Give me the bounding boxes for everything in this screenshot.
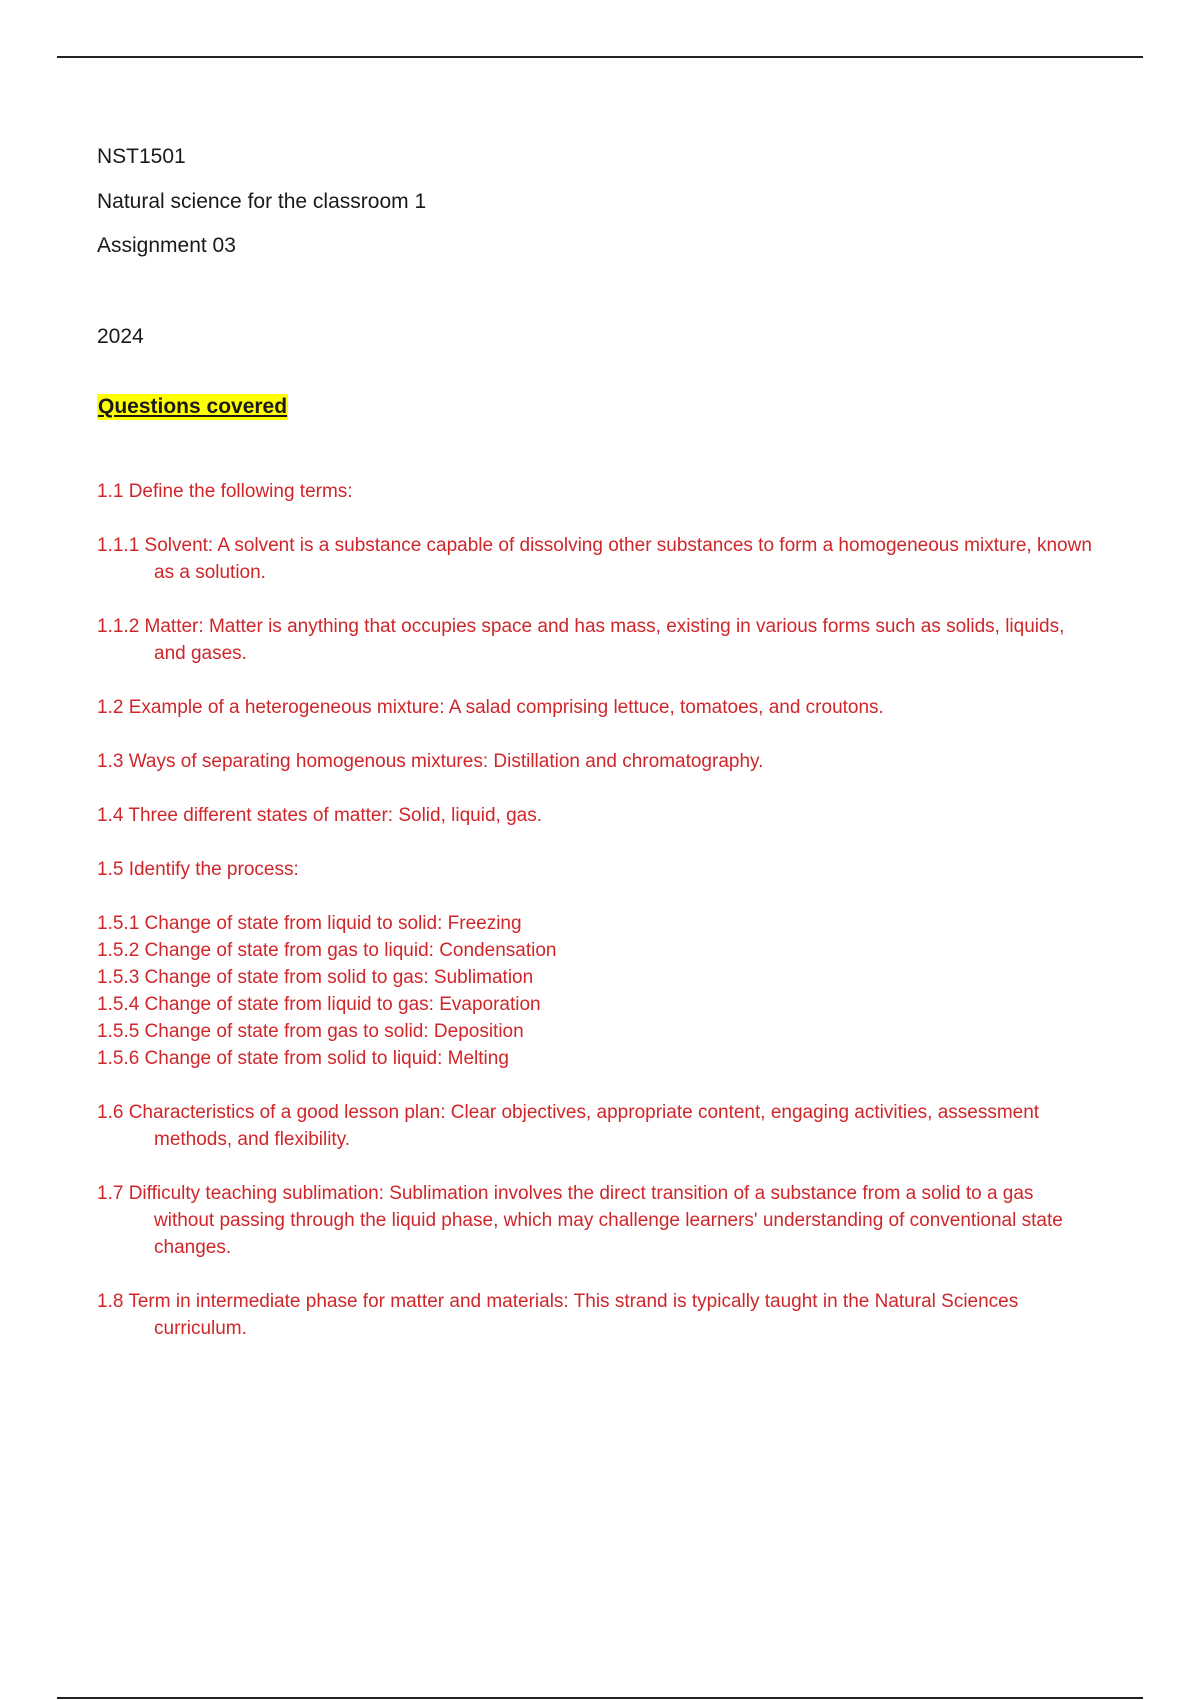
list-item: 1.2 Example of a heterogeneous mixture: A salad comprising lettuce, tomatoes, and croutons. [97, 697, 884, 718]
top-rule [57, 56, 1143, 58]
list-item: 1.1.1 Solvent: A solvent is a substance capable of dissolving other substances to form a homogeneous mixture, known as a solution. [97, 535, 1092, 583]
list-item: 1.6 Characteristics of a good lesson plan: Clear objectives, appropriate content, engaging activities, assessment methods, and flexibility. [97, 1102, 1040, 1150]
assignment-label: Assignment 03 [97, 234, 236, 257]
list-item: 1.5.6 Change of state from solid to liquid: Melting [97, 1048, 509, 1069]
list-item: 1.1 Define the following terms: [97, 481, 353, 502]
course-title: Natural science for the classroom 1 [97, 190, 427, 213]
list-item: 1.5.2 Change of state from gas to liquid: Condensation [97, 940, 557, 961]
year-label: 2024 [97, 325, 144, 348]
questions-list [97, 478, 1097, 1342]
list-item: 1.1.2 Matter: Matter is anything that occupies space and has mass, existing in various forms such as solids, liquids, and gases. [97, 616, 1065, 664]
list-item: 1.3 Ways of separating homogenous mixtures: Distillation and chromatography. [97, 751, 764, 772]
bottom-rule [57, 1697, 1143, 1699]
course-code: NST1501 [97, 145, 186, 168]
list-item: 1.5 Identify the process: [97, 859, 299, 880]
list-item: 1.4 Three different states of matter: Solid, liquid, gas. [97, 805, 542, 826]
list-item: 1.5.5 Change of state from gas to solid: Deposition [97, 1021, 524, 1042]
list-item: 1.8 Term in intermediate phase for matter and materials: This strand is typically taught in the Natural Sciences curriculum. [97, 1291, 1019, 1339]
list-item: 1.5.4 Change of state from liquid to gas: Evaporation [97, 994, 541, 1015]
list-item: 1.7 Difficulty teaching sublimation: Sublimation involves the direct transition of a substance from a solid to a gas without passing through the liquid phase, which may challenge learners' understanding of conventional state changes. [97, 1183, 1063, 1258]
section-heading: Questions covered [98, 395, 288, 418]
list-item: 1.5.3 Change of state from solid to gas: Sublimation [97, 967, 534, 988]
list-item: 1.5.1 Change of state from liquid to solid: Freezing [97, 913, 522, 934]
